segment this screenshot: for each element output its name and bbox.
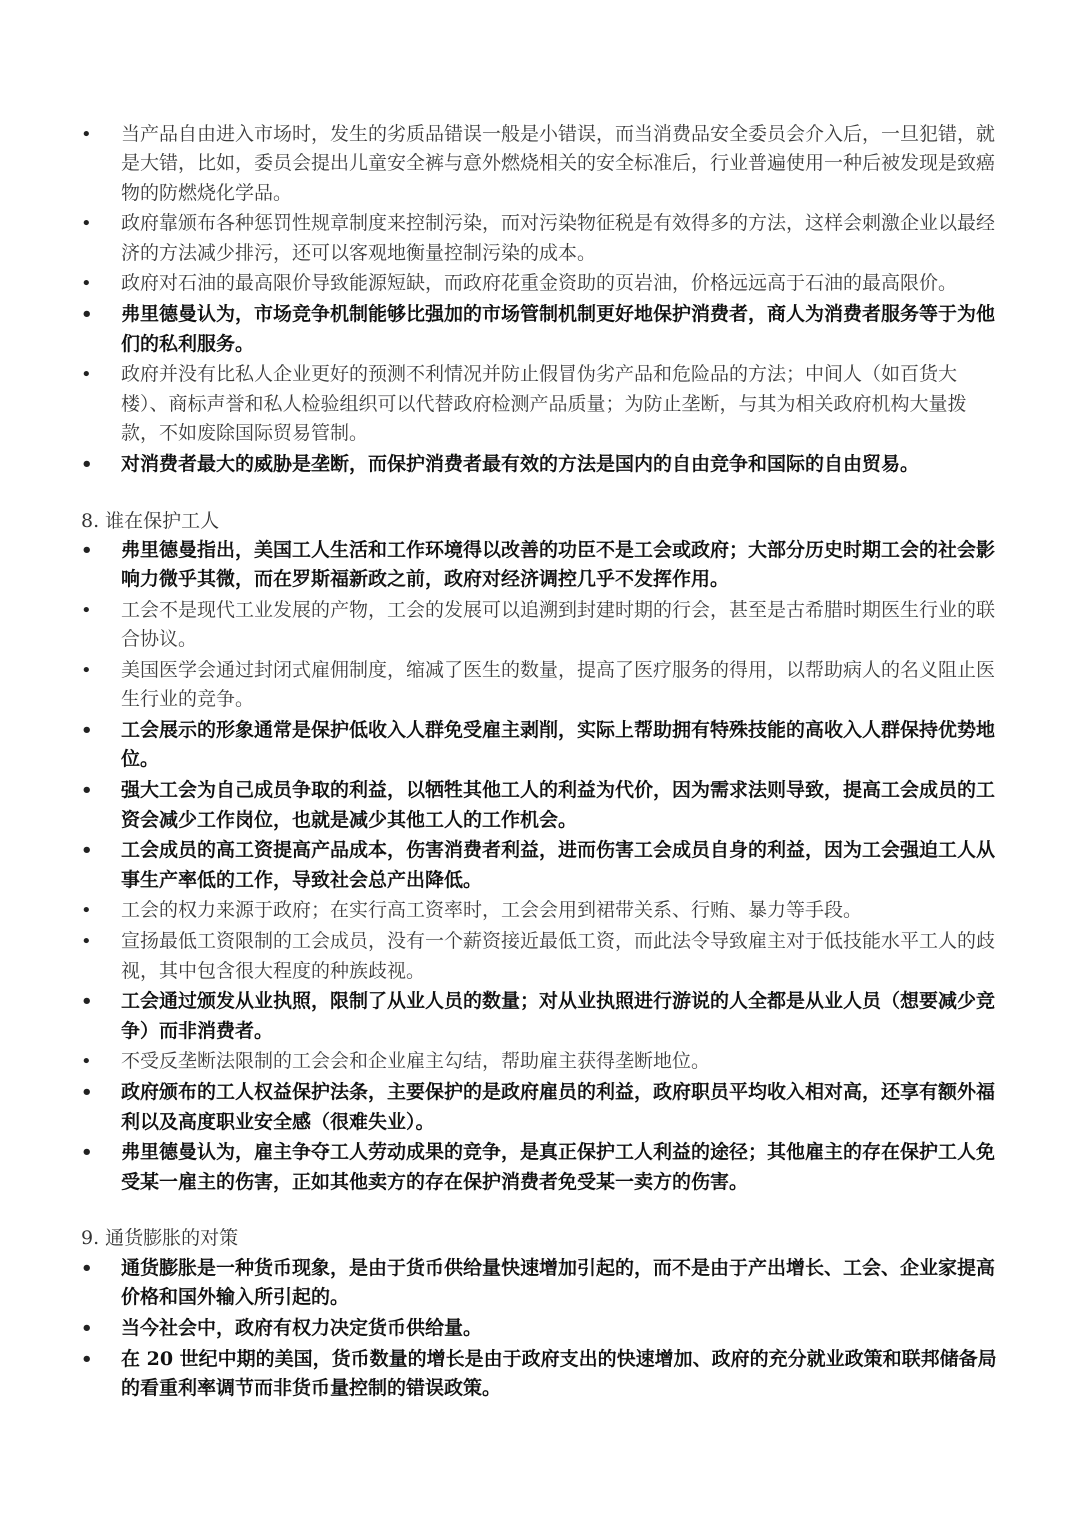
list-item-text: 工会的权力来源于政府；在实行高工资率时，工会会用到裙带关系、行贿、暴力等手段。 [121, 899, 863, 922]
bullet-icon: • [81, 900, 92, 922]
bullet-icon: • [81, 1142, 93, 1164]
list-item [0, 1254, 1080, 1313]
bullet-icon: • [81, 273, 92, 295]
bullet-icon: • [81, 539, 93, 561]
bullet-icon: • [81, 364, 92, 386]
list-item-text: 工会通过颁发从业执照，限制了从业人员的数量；对从业执照进行游说的人全都是从业人员（想要减少竞争）而非消费者。 [121, 990, 996, 1042]
list-item-text: 政府并没有比私人企业更好的预测不利情况并防止假冒伪劣产品和危险品的方法；中间人（如百货大楼）、商标声誉和私人检验组织可以代替政府检测产品质量；为防止垄断，与其为相关政府机构大量拨款，不如废除国际贸易管制。 [121, 363, 967, 444]
bullet-icon: • [81, 780, 93, 802]
list-item-text: 通货膨胀是一种货币现象，是由于货币供给量快速增加引起的，而不是由于产出增长、工会、企业家提高价格和国外输入所引起的。 [121, 1256, 996, 1308]
list-item-text: 不受反垄断法限制的工会会和企业雇主勾结，帮助雇主获得垄断地位。 [121, 1050, 711, 1073]
list-item-text: 政府靠颁布各种惩罚性规章制度来控制污染，而对污染物征税是有效得多的方法，这样会刺激企业以最经济的方法减少排污，还可以客观地衡量控制污染的成本。 [121, 212, 996, 264]
section-gap [0, 481, 1080, 507]
list-item-text: 工会成员的高工资提高产品成本，伤害消费者利益，进而伤害工会成员自身的利益，因为工会强迫工人从事生产率低的工作，导致社会总产出降低。 [121, 839, 996, 891]
list-item-text: 弗里德曼认为，市场竞争机制能够比强加的市场管制机制更好地保护消费者，商人为消费者服务等于为他们的私利服务。 [121, 303, 996, 355]
list-item [0, 896, 1080, 925]
bullet-icon: • [81, 660, 92, 682]
bullet-list-consumer-protection [0, 120, 1080, 479]
bullet-list-worker-protection [0, 536, 1080, 1197]
bullet-icon: • [81, 1257, 93, 1279]
section-heading-9: 9. 通货膨胀的对策 [81, 1227, 239, 1250]
bullet-icon: • [81, 991, 93, 1013]
bullet-icon: • [81, 599, 92, 621]
list-item [0, 1078, 1080, 1137]
list-item [0, 269, 1080, 298]
list-item [0, 1138, 1080, 1197]
list-item-text: 政府颁布的工人权益保护法条，主要保护的是政府雇员的利益，政府职员平均收入相对高，还享有额外福利以及高度职业安全感（很难失业）。 [121, 1081, 996, 1133]
bullet-icon: • [81, 1317, 93, 1339]
bullet-icon: • [81, 453, 93, 475]
bullet-icon: • [81, 213, 92, 235]
list-item [0, 120, 1080, 208]
list-item-text: 美国医学会通过封闭式雇佣制度，缩减了医生的数量，提高了医疗服务的得用，以帮助病人的名义阻止医生行业的竞争。 [121, 659, 996, 711]
list-item [0, 209, 1080, 268]
list-item [0, 987, 1080, 1046]
list-item-text: 弗里德曼认为，雇主争夺工人劳动成果的竞争，是真正保护工人利益的途径；其他雇主的存在保护工人免受某一雇主的伤害，正如其他卖方的存在保护消费者免受某一卖方的伤害。 [121, 1141, 996, 1193]
list-item [0, 656, 1080, 715]
list-item [0, 300, 1080, 359]
list-item-text: 当今社会中，政府有权力决定货币供给量。 [121, 1316, 483, 1339]
bullet-icon: • [81, 1051, 92, 1073]
list-item [0, 360, 1080, 448]
section-heading-8: 8. 谁在保护工人 [81, 509, 220, 532]
list-item [0, 536, 1080, 595]
bullet-list-inflation [0, 1254, 1080, 1403]
list-item-text: 弗里德曼指出，美国工人生活和工作环境得以改善的功臣不是工会或政府；大部分历史时期工会的社会影响力微乎其微，而在罗斯福新政之前，政府对经济调控几乎不发挥作用。 [121, 538, 996, 591]
list-item [0, 1314, 1080, 1343]
bullet-icon: • [81, 931, 92, 953]
bullet-icon: • [81, 840, 93, 862]
bullet-icon: • [81, 124, 92, 145]
list-item-text: 政府对石油的最高限价导致能源短缺，而政府花重金资助的页岩油，价格远远高于石油的最高限价。 [121, 272, 958, 295]
list-item [0, 1345, 1080, 1404]
list-item [0, 450, 1080, 479]
list-item [0, 836, 1080, 895]
list-item-text: 当产品自由进入市场时，发生的劣质品错误一般是小错误，而当消费品安全委员会介入后，一旦犯错，就是大错，比如，委员会提出儿童安全裤与意外燃烧相关的安全标准后，行业普遍使用一种后被发现是致癌物的防燃烧化学品。 [121, 123, 996, 204]
list-item [0, 596, 1080, 655]
document-page [0, 120, 1080, 1405]
list-item [0, 1047, 1080, 1076]
list-item [0, 716, 1080, 775]
bullet-icon: • [81, 720, 93, 742]
list-item-text: 宣扬最低工资限制的工会成员，没有一个薪资接近最低工资，而此法令导致雇主对于低技能水平工人的歧视，其中包含很大程度的种族歧视。 [121, 930, 996, 982]
bullet-icon: • [81, 1082, 93, 1104]
list-item [0, 927, 1080, 986]
list-item-text: 工会展示的形象通常是保护低收入人群免受雇主剥削，实际上帮助拥有特殊技能的高收入人群保持优势地位。 [121, 719, 996, 771]
list-item-text: 工会不是现代工业发展的产物，工会的发展可以追溯到封建时期的行会，甚至是古希腊时期医生行业的联合协议。 [121, 598, 996, 651]
list-item-text: 在 20 世纪中期的美国，货币数量的增长是由于政府支出的快速增加、政府的充分就业政策和联邦储备局的看重利率调节而非货币量控制的错误政策。 [121, 1347, 997, 1399]
list-item-text: 对消费者最大的威胁是垄断，而保护消费者最有效的方法是国内的自由竞争和国际的自由贸易。 [121, 452, 920, 475]
section-gap [0, 1198, 1080, 1224]
bullet-icon: • [81, 304, 93, 326]
list-item [0, 776, 1080, 835]
list-item-text: 强大工会为自己成员争取的利益，以牺牲其他工人的利益为代价，因为需求法则导致，提高工会成员的工资会减少工作岗位，也就是减少其他工人的工作机会。 [121, 779, 996, 831]
bullet-icon: • [81, 1348, 93, 1370]
